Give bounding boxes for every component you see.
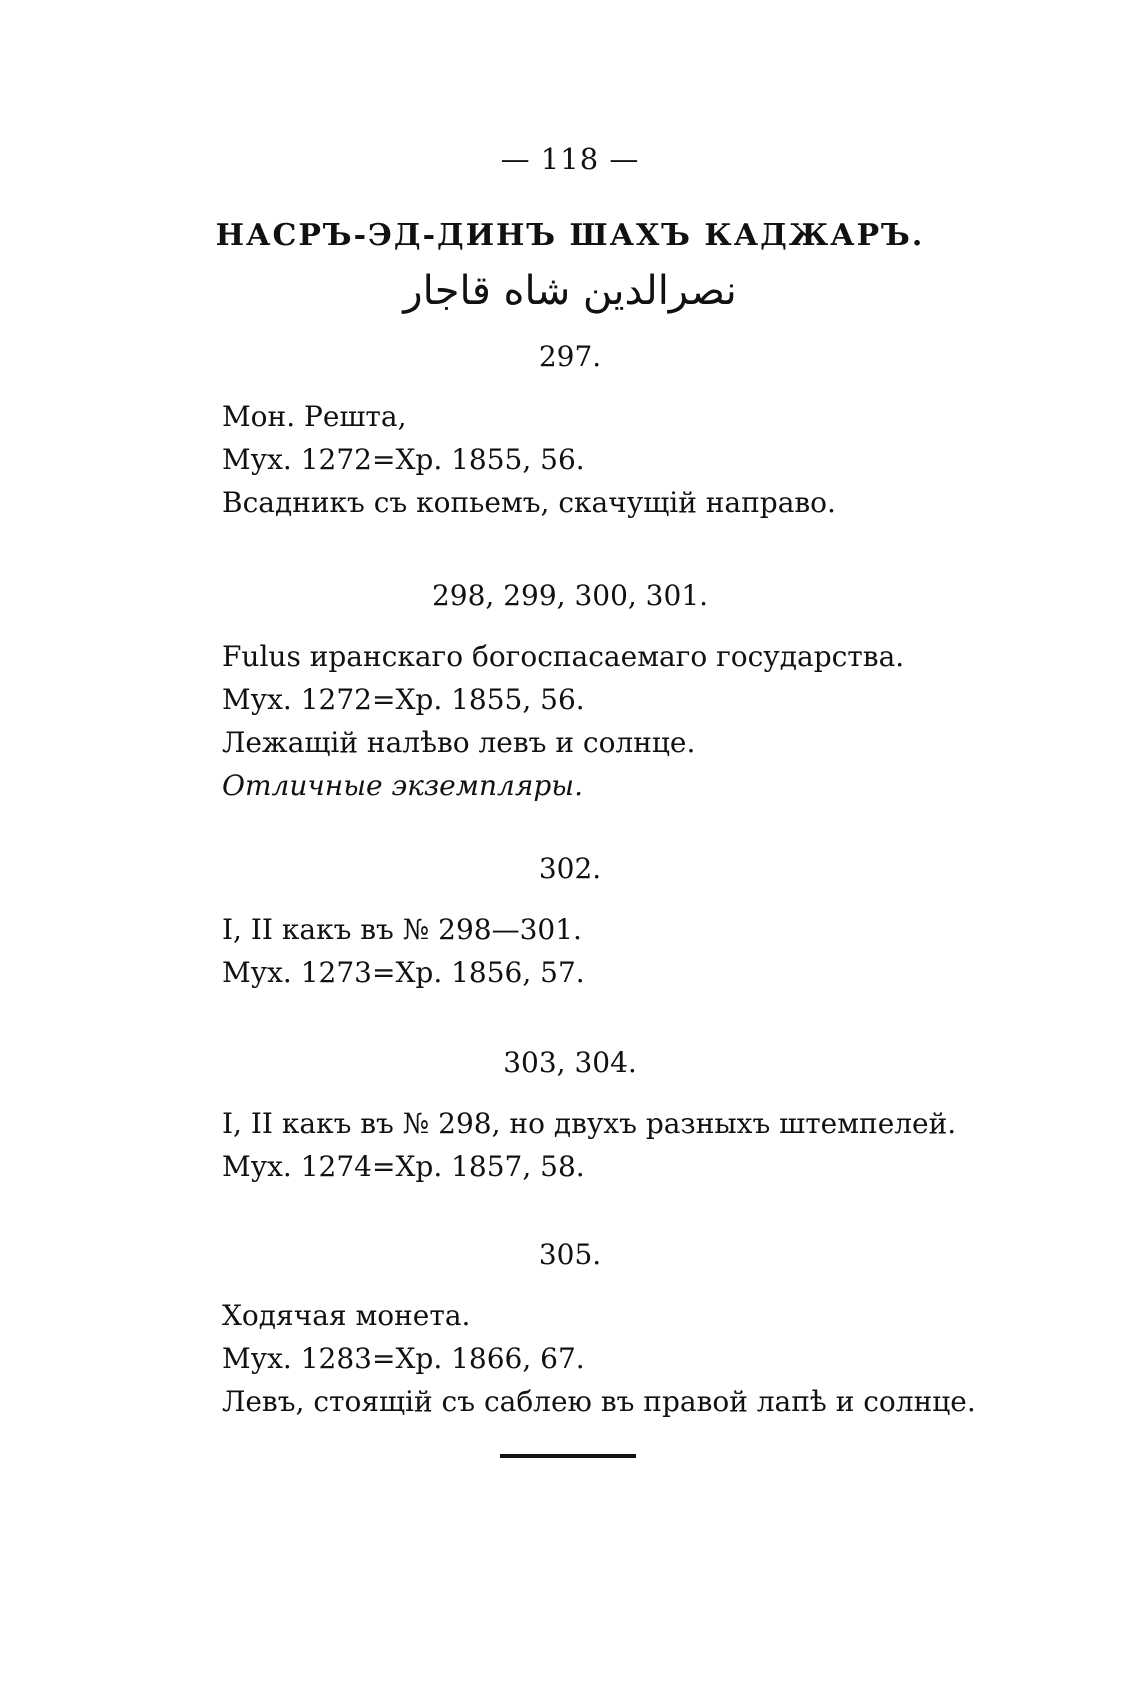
entry-line: Мон. Решта,	[222, 400, 407, 433]
end-rule	[500, 1454, 636, 1458]
entry-line: Мух. 1272=Хр. 1855, 56.	[222, 683, 585, 716]
entry-line: Всадникъ съ копьемъ, скачущій направо.	[222, 486, 836, 519]
entry-line: Fulus иранскаго богоспасаемаго государства.	[222, 640, 905, 673]
entry-line: I, II какъ въ № 298, но двухъ разныхъ штемпелей.	[222, 1107, 957, 1140]
entry-line: I, II какъ въ № 298—301.	[222, 913, 582, 946]
entry-number: 298, 299, 300, 301.	[431, 579, 709, 612]
entry-line: Левъ, стоящій съ саблею въ правой лапѣ и солнце.	[222, 1385, 976, 1418]
entry-line: Мух. 1283=Хр. 1866, 67.	[222, 1342, 585, 1375]
entry-number: 302.	[538, 852, 602, 885]
arabic-title: نصرالدين شاه قاجار	[403, 268, 737, 314]
entry-number: 297.	[538, 340, 602, 373]
entry-number: 305.	[538, 1238, 602, 1271]
entry-number: 303, 304.	[503, 1046, 637, 1079]
entry-line: Мух. 1272=Хр. 1855, 56.	[222, 443, 585, 476]
page-number: — 118 —	[500, 142, 640, 176]
entry-line: Ходячая монета.	[222, 1299, 471, 1332]
entry-line: Лежащій налѣво левъ и солнце.	[222, 726, 696, 759]
entry-line: Отличные экземпляры.	[222, 769, 583, 802]
entry-line: Мух. 1274=Хр. 1857, 58.	[222, 1150, 585, 1183]
section-heading: НАСРЪ-ЭД-ДИНЪ ШАХЪ КАДЖАРЪ.	[215, 218, 925, 253]
entry-line: Мух. 1273=Хр. 1856, 57.	[222, 956, 585, 989]
